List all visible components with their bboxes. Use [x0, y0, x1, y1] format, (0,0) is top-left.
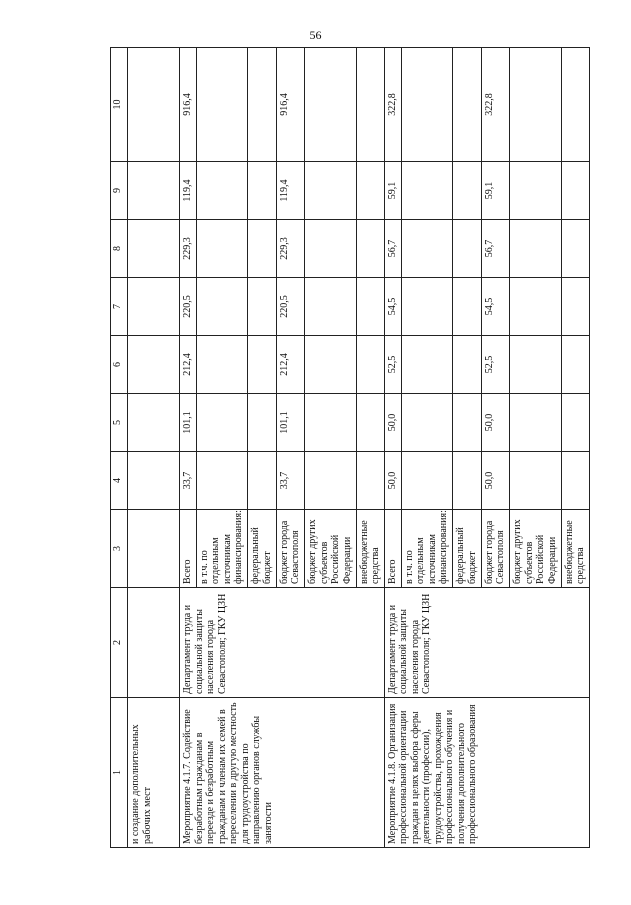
header-row	[111, 48, 128, 848]
table-cell	[128, 336, 180, 394]
table-cell	[128, 162, 180, 220]
value-cell	[453, 278, 481, 336]
value-cell: 52,5	[481, 336, 509, 394]
table-cell	[128, 394, 180, 452]
value-cell: 119,4	[276, 162, 304, 220]
value-cell	[401, 452, 453, 510]
value-cell	[561, 162, 589, 220]
value-cell	[248, 336, 276, 394]
value-cell: 229,3	[276, 220, 304, 278]
continuation-text: и создание дополнительных рабочих мест	[128, 698, 180, 848]
source-label: в т.ч. по отдельным источникам финансирования:	[196, 510, 248, 588]
value-cell: 220,5	[276, 278, 304, 336]
value-cell	[305, 48, 357, 162]
value-cell	[401, 394, 453, 452]
source-label: Всего	[180, 510, 197, 588]
page-number: 56	[309, 28, 322, 42]
value-cell: 56,7	[481, 220, 509, 278]
value-cell	[356, 162, 384, 220]
value-cell: 50,0	[481, 394, 509, 452]
source-label: бюджет города Севастополя	[481, 510, 509, 588]
value-cell	[453, 162, 481, 220]
measure-cell: Мероприятие 4.1.8. Организация профессиональной ориентации граждан в целях выбора сферы деятельности (профессии), трудоустройства, прохождения профессионального обучения и получения дополнительного профессионального образования	[384, 698, 589, 848]
value-cell	[305, 220, 357, 278]
value-cell	[510, 220, 562, 278]
value-cell	[561, 48, 589, 162]
source-label: бюджет других субъектов Российской Федерации	[510, 510, 562, 588]
value-cell	[561, 220, 589, 278]
table-row	[180, 48, 197, 848]
value-cell: 50,0	[384, 394, 401, 452]
value-cell: 54,5	[384, 278, 401, 336]
value-cell	[248, 48, 276, 162]
value-cell	[453, 48, 481, 162]
budget-table	[110, 47, 590, 848]
value-cell	[248, 394, 276, 452]
value-cell	[196, 220, 248, 278]
value-cell	[561, 452, 589, 510]
value-cell: 119,4	[180, 162, 197, 220]
value-cell	[305, 336, 357, 394]
value-cell	[196, 278, 248, 336]
value-cell	[510, 452, 562, 510]
col-header: 5	[111, 394, 128, 452]
table-row	[384, 48, 401, 848]
value-cell	[248, 220, 276, 278]
value-cell	[510, 336, 562, 394]
value-cell: 322,8	[481, 48, 509, 162]
value-cell	[248, 278, 276, 336]
value-cell	[196, 336, 248, 394]
table-cell	[128, 220, 180, 278]
source-label: бюджет города Севастополя	[276, 510, 304, 588]
table-cell	[128, 278, 180, 336]
value-cell	[248, 452, 276, 510]
value-cell: 212,4	[276, 336, 304, 394]
value-cell	[196, 452, 248, 510]
value-cell	[561, 278, 589, 336]
value-cell	[356, 220, 384, 278]
value-cell	[401, 48, 453, 162]
value-cell	[305, 162, 357, 220]
value-cell: 50,0	[481, 452, 509, 510]
col-header: 10	[111, 48, 128, 162]
col-header: 4	[111, 452, 128, 510]
value-cell	[196, 48, 248, 162]
value-cell	[356, 452, 384, 510]
value-cell	[561, 394, 589, 452]
value-cell: 33,7	[276, 452, 304, 510]
value-cell: 322,8	[384, 48, 401, 162]
table-cell	[128, 48, 180, 162]
value-cell	[401, 278, 453, 336]
source-label: внебюджетные средства	[356, 510, 384, 588]
col-header: 1	[111, 698, 128, 848]
table-cell	[128, 510, 180, 588]
source-label: внебюджетные средства	[561, 510, 589, 588]
value-cell	[356, 48, 384, 162]
value-cell	[196, 394, 248, 452]
value-cell	[356, 394, 384, 452]
value-cell	[248, 162, 276, 220]
value-cell: 54,5	[481, 278, 509, 336]
value-cell	[401, 162, 453, 220]
value-cell	[401, 220, 453, 278]
value-cell: 101,1	[276, 394, 304, 452]
value-cell	[356, 278, 384, 336]
value-cell	[196, 162, 248, 220]
value-cell	[510, 162, 562, 220]
value-cell: 916,4	[180, 48, 197, 162]
value-cell: 56,7	[384, 220, 401, 278]
value-cell	[453, 394, 481, 452]
value-cell	[453, 220, 481, 278]
source-label: федеральный бюджет	[453, 510, 481, 588]
value-cell	[561, 336, 589, 394]
value-cell	[510, 394, 562, 452]
value-cell	[453, 452, 481, 510]
col-header: 9	[111, 162, 128, 220]
value-cell	[356, 336, 384, 394]
value-cell: 101,1	[180, 394, 197, 452]
value-cell	[305, 452, 357, 510]
col-header: 6	[111, 336, 128, 394]
executor-cell: Департамент труда и социальной защиты населения города Севастополя; ГКУ ЦЗН	[180, 588, 385, 698]
value-cell	[510, 278, 562, 336]
value-cell: 33,7	[180, 452, 197, 510]
value-cell: 59,1	[384, 162, 401, 220]
value-cell: 59,1	[481, 162, 509, 220]
value-cell: 220,5	[180, 278, 197, 336]
value-cell	[305, 278, 357, 336]
rotated-table-container	[110, 48, 590, 848]
value-cell: 50,0	[384, 452, 401, 510]
col-header: 2	[111, 588, 128, 698]
col-header: 3	[111, 510, 128, 588]
value-cell: 212,4	[180, 336, 197, 394]
continuation-row	[128, 48, 180, 848]
value-cell: 916,4	[276, 48, 304, 162]
value-cell	[510, 48, 562, 162]
source-label: Всего	[384, 510, 401, 588]
table-cell	[128, 452, 180, 510]
table-cell	[128, 588, 180, 698]
source-label: в т.ч. по отдельным источникам финансирования:	[401, 510, 453, 588]
value-cell	[453, 336, 481, 394]
source-label: федеральный бюджет	[248, 510, 276, 588]
measure-cell: Мероприятие 4.1.7. Содействие безработным гражданам в переезде и безработным гражданам и членам их семей в переселении в другую местность для трудоустройства по направлению органов службы занятости	[180, 698, 385, 848]
col-header: 7	[111, 278, 128, 336]
executor-cell: Департамент труда и социальной защиты населения города Севастополя; ГКУ ЦЗН	[384, 588, 589, 698]
value-cell	[305, 394, 357, 452]
source-label: бюджет других субъектов Российской Федерации	[305, 510, 357, 588]
value-cell	[401, 336, 453, 394]
value-cell: 229,3	[180, 220, 197, 278]
col-header: 8	[111, 220, 128, 278]
value-cell: 52,5	[384, 336, 401, 394]
